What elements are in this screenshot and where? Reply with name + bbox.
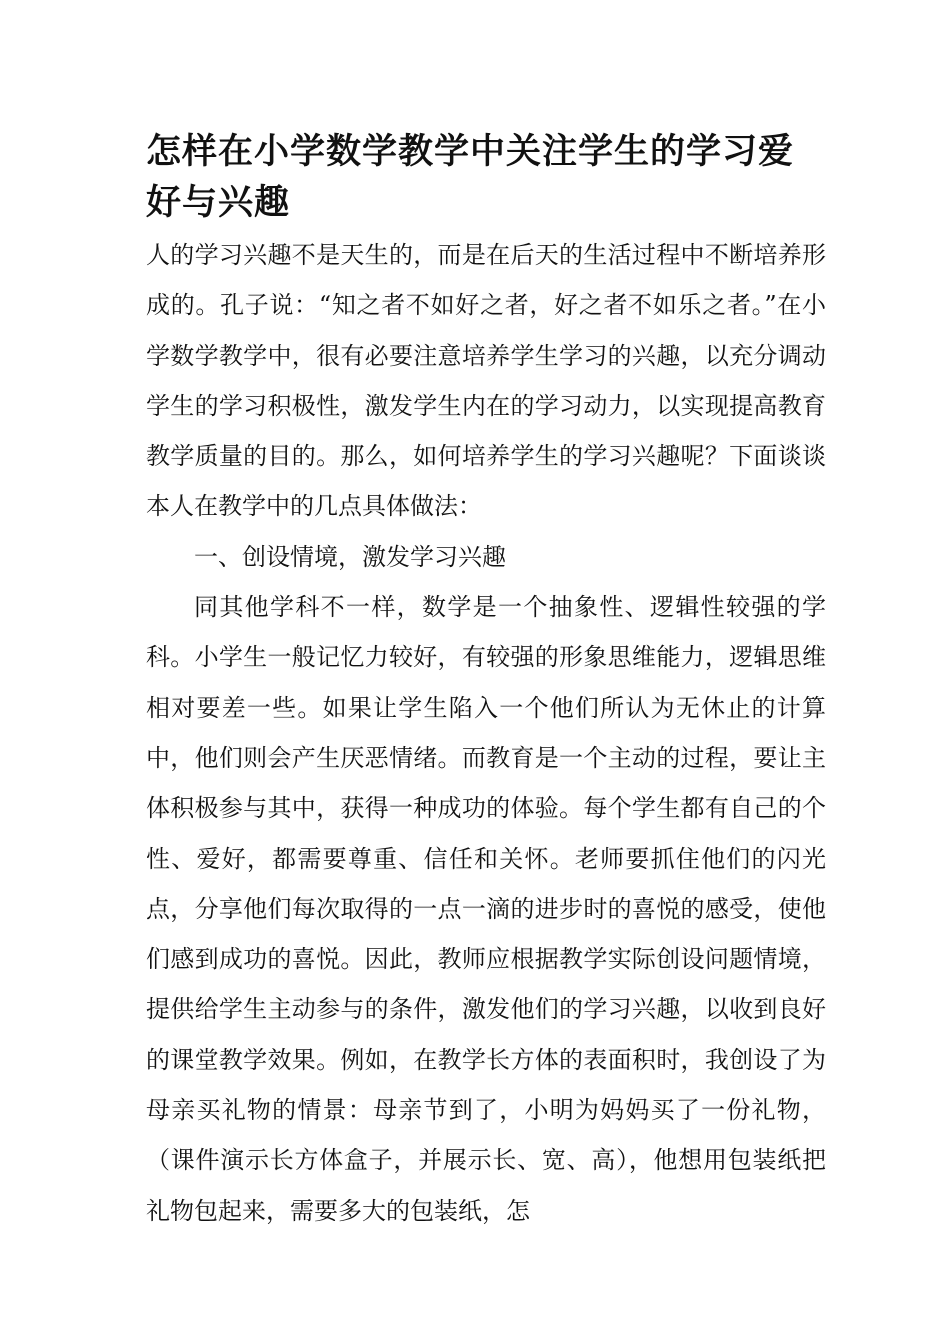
intro-paragraph: 人的学习兴趣不是天生的，而是在后天的生活过程中不断培养形成的。孔子说：“知之者不如好之者，好之者不如乐之者。”在小学数学教学中，很有必要注意培养学生学习的兴趣，以充分调动学生的学习积极性，激发学生内在的学习动力，以实现提高教育教学质量的目的。那么，如何培养学生的学习兴趣呢？下面谈谈本人在教学中的几点具体做法： [146, 241, 826, 521]
section-heading: 一、创设情境，激发学习兴趣 [194, 542, 506, 571]
body-paragraph: 同其他学科不一样，数学是一个抽象性、逻辑性较强的学科。小学生一般记忆力较好，有较强的形象思维能力，逻辑思维相对要差一些。如果让学生陷入一个他们所认为无休止的计算中，他们则会产生厌恶情绪。而教育是一个主动的过程，要让主体积极参与其中，获得一种成功的体验。每个学生都有自己的个性、爱好，都需要尊重、信任和关怀。老师要抓住他们的闪光点，分享他们每次取得的一点一滴的进步时的喜悦的感受，使他们感到成功的喜悦。因此，教师应根据教学实际创设问题情境，提供给学生主动参与的条件，激发他们的学习兴趣，以收到良好的课堂教学效果。例如，在教学长方体的表面积时，我创设了为母亲买礼物的情景：母亲节到了，小明为妈妈买了一份礼物，（课件演示长方体盒子，并展示长、宽、高），他想用包装纸把礼物包起来，需要多大的包装纸，怎 [146, 593, 826, 1225]
document-title: 怎样在小学数学教学中关注学生的学习爱好与兴趣 [146, 131, 795, 223]
document-body [146, 230, 826, 1236]
